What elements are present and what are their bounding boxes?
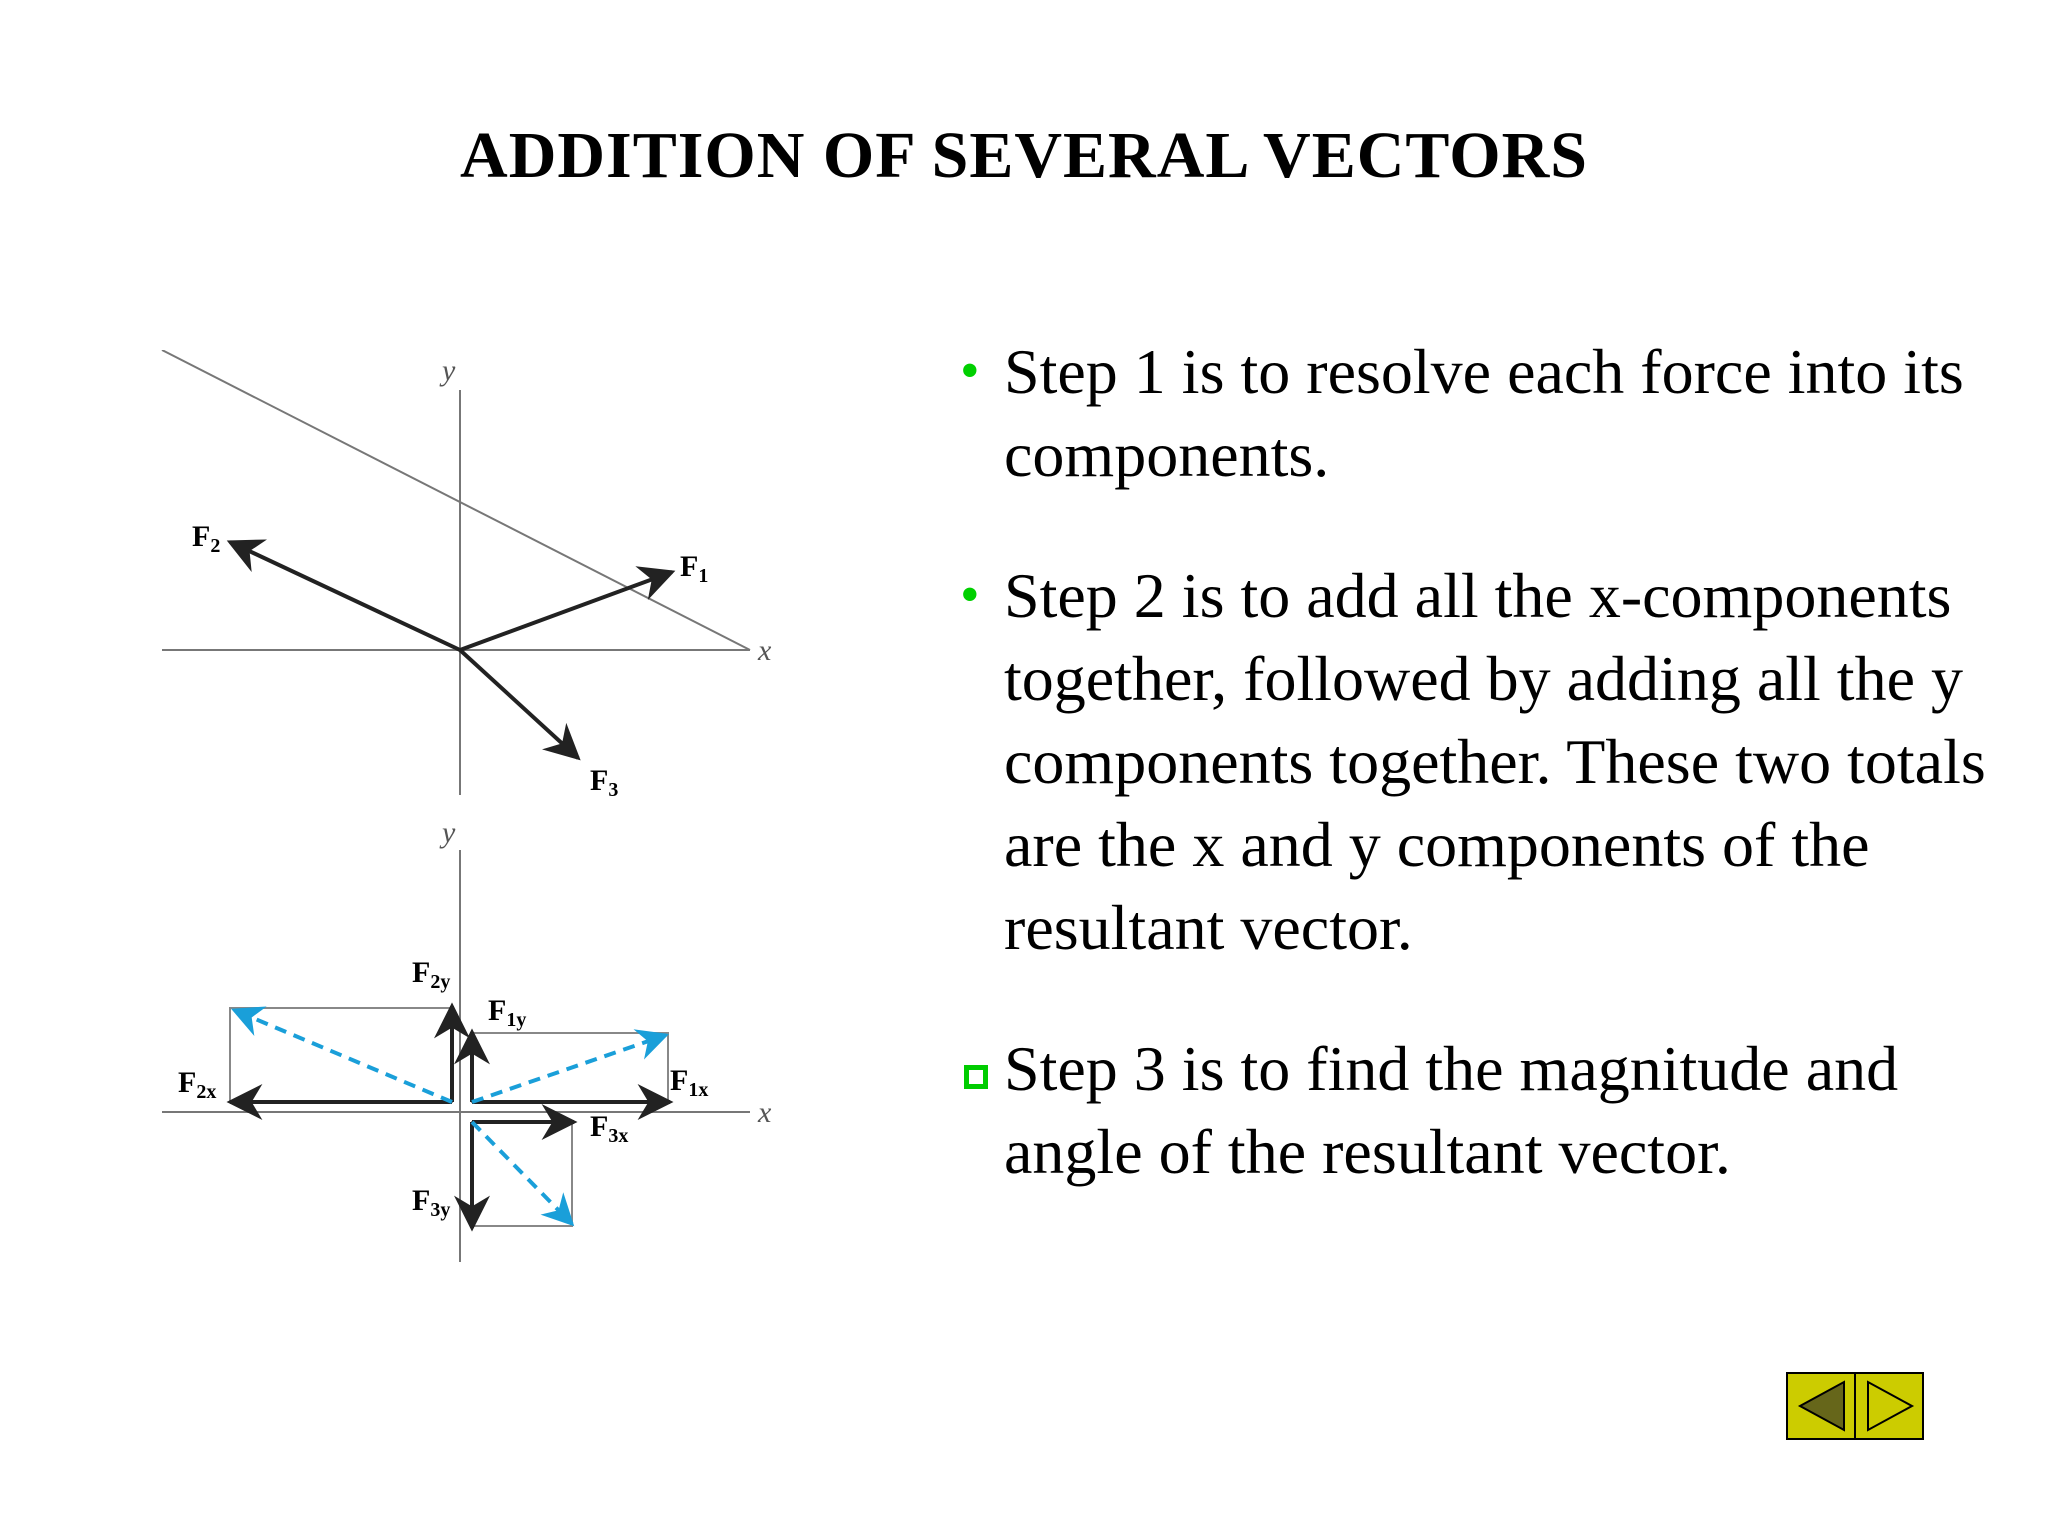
bullet-dot-icon: • xyxy=(960,340,980,402)
f2-label: $F_2$ xyxy=(192,520,221,557)
f3-arrow xyxy=(460,650,578,758)
slide-title: ADDITION OF SEVERAL VECTORS xyxy=(460,119,1588,192)
f3-dashed-arrow xyxy=(472,1122,572,1224)
slide-navigation xyxy=(1786,1372,1924,1440)
bottom-diagram xyxy=(162,816,772,1262)
vector-diagram xyxy=(150,350,810,1270)
previous-slide-button[interactable] xyxy=(1788,1374,1856,1438)
bullet-square-icon xyxy=(964,1065,988,1089)
bottom-x-label: x xyxy=(758,1096,772,1129)
bullet-list xyxy=(960,330,2010,1251)
f1-label: $F_1$ xyxy=(680,550,709,587)
bullet-step-3 xyxy=(960,1027,2010,1193)
bullet-dot-icon: • xyxy=(960,564,980,626)
f3-label: $F_3$ xyxy=(590,764,619,801)
f1-dashed-arrow xyxy=(472,1035,666,1102)
top-x-label: x xyxy=(758,634,772,667)
next-slide-button[interactable] xyxy=(1856,1374,1922,1438)
bullet-text: Step 2 is to add all the x-components together, followed by adding all the y components together. These two totals are the x and y components of the resultant vector. xyxy=(1004,560,1986,963)
f1y-label: $F_{1y}$ xyxy=(488,994,527,1031)
f2-dashed-arrow xyxy=(234,1010,452,1102)
f3x-label: $F_{3x}$ xyxy=(590,1110,629,1147)
bullet-step-2 xyxy=(960,554,2010,969)
top-y-label: y xyxy=(442,354,456,387)
bullet-text: Step 3 is to find the magnitude and angle of the resultant vector. xyxy=(1004,1033,1899,1187)
top-diagram xyxy=(162,350,772,801)
f1-arrow xyxy=(460,572,672,650)
f2y-label: $F_{2y}$ xyxy=(412,956,451,993)
triangle-right-icon xyxy=(1856,1374,1924,1438)
f1x-label: $F_{1x}$ xyxy=(670,1064,709,1101)
bullet-step-1 xyxy=(960,330,2010,496)
top-x-axis xyxy=(162,350,750,650)
f2-arrow xyxy=(230,542,460,650)
triangle-left-icon xyxy=(1788,1374,1856,1438)
bullet-text: Step 1 is to resolve each force into its components. xyxy=(1004,336,1964,490)
f2x-label: $F_{2x}$ xyxy=(178,1066,217,1103)
f3y-label: $F_{3y}$ xyxy=(412,1184,451,1221)
bottom-y-label: y xyxy=(442,816,456,849)
